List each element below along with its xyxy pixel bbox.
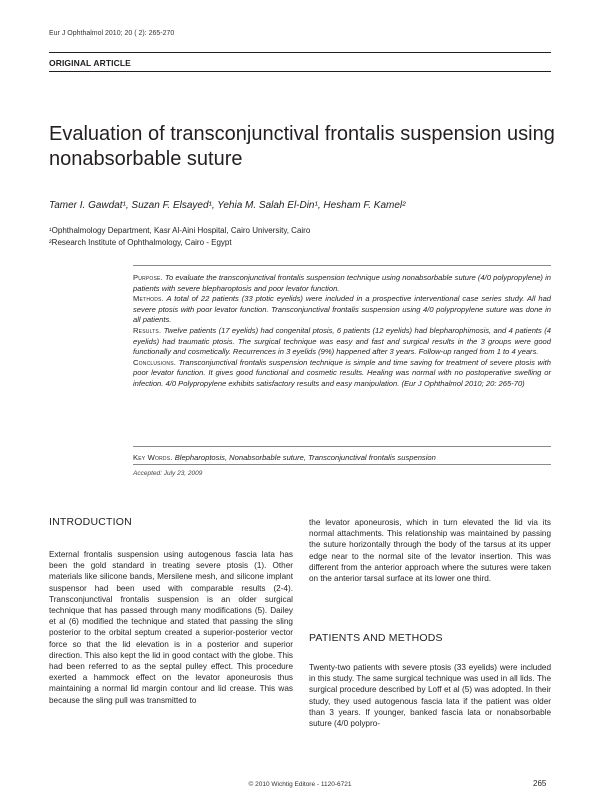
keywords-label: Key Words. (133, 453, 173, 462)
abstract-purpose (133, 273, 551, 294)
introduction-paragraph: External frontalis suspension using autogenous fascia lata has been the gold standard in treating severe ptosis (1). Other materials like silicone bands, Mersilene mesh, and silicone implant suspensor had been used with comparable results (2-4). Transconjunctival frontalis suspension is an older surgical technique that has passed through many modifications (5). Dailey et al (6) modified the technique and stated that passing the sling posterior to the orbital septum created a superior-posterior vector force so that the lid elevation is in a posterior and superior direction. This also kept the lid in good contact with the globe. This had been referred to as the septal pulley effect. This procedure exerted a hammock effect on the levator aponeurosis thus maintaining a normal lid margin contour and lid crease. This was because the sling pull was transmitted to (49, 550, 293, 705)
results-label: Results. (133, 325, 162, 335)
introduction-heading: INTRODUCTION (49, 516, 132, 528)
methods-label: Methods. (133, 294, 164, 304)
header-rule-top (49, 52, 551, 53)
section-label: ORIGINAL ARTICLE (49, 58, 131, 68)
introduction-body (49, 549, 293, 706)
methods-paragraph: Twenty-two patients with severe ptosis (33 eyelids) were included in this study. The same surgical technique was used in all lids. The surgical procedure described by Loff et al (5) was adopted. In their study, they used autogenous fascia lata if the patient was older than 3 years. If younger, banked fascia lata or nonabsorbable suture (4/0 polypro- (309, 663, 551, 729)
journal-reference: Eur J Ophthalmol 2010; 20 ( 2): 265-270 (49, 30, 175, 37)
methods-heading: PATIENTS AND METHODS (309, 632, 443, 644)
conclusions-text: Transconjunctival frontalis suspension technique is simple and time saving for treatment of severe ptosis with poor levator function. It gives good functional and cosmetic results. Healing was normal with no postoperative swelling or infection. 4/0 Polypropylene exhibits satisfactory results and easy manipulation. (Eur J Ophthalmol 2010; 20: 265-70) (133, 357, 551, 388)
methods-body (309, 662, 551, 729)
purpose-label: Purpose. (133, 273, 163, 282)
article-title: Evaluation of transconjunctival frontalis suspension using nonabsorbable suture (49, 123, 555, 170)
copyright-footer: © 2010 Wichtig Editore - 1120-6721 (248, 781, 352, 788)
results-text: Twelve patients (17 eyelids) had congenital ptosis, 6 patients (12 eyelids) had blepharophimosis, and 4 patients (4 eyelids) had traumatic ptosis. The surgical technique was easy and fast and surgical results in the 3 groups were good functionally and cosmetically. Recurrences in 3 eyelids (9%) happened after 3 years. Follow-up ranged from 1 to 4 years. (133, 325, 551, 357)
affiliation-1: ¹Ophthalmology Department, Kasr Al-Aini Hospital, Cairo University, Cairo (49, 226, 311, 235)
methods-text: A total of 22 patients (33 ptotic eyelids) were included in a prospective interventional case series study. All had severe ptosis with poor levator function. Transconjunctival frontalis suspension using 4/0 polypropylene suture was done in all patients. (133, 294, 552, 325)
author-list: Tamer I. Gawdat¹, Suzan F. Elsayed¹, Yehia M. Salah El-Din¹, Hesham F. Kamel² (49, 200, 406, 211)
abstract-rule-middle (133, 446, 551, 447)
header-rule-bottom (49, 71, 551, 72)
introduction-continued-paragraph: the levator aponeurosis, which in turn elevated the lid via its normal attachments. This relationship was maintained by passing the suture horizontally through the body of the tarsus at its upper edge near to the normal site of the levator insertion. This was different from the anterior approach where the sutures were taken on the anterior tarsal surface at its lower one third. (309, 518, 551, 584)
abstract-methods (133, 294, 551, 326)
abstract-conclusions (133, 358, 551, 390)
introduction-continued (309, 517, 551, 584)
abstract-results (133, 326, 551, 358)
conclusions-label: Conclusions. (133, 357, 177, 367)
page-number: 265 (533, 779, 547, 788)
affiliation-2: ²Research Institute of Ophthalmology, Cairo - Egypt (49, 238, 232, 247)
accepted-date: Accepted: July 23, 2009 (133, 470, 203, 477)
purpose-text: To evaluate the transconjunctival frontalis suspension technique using nonabsorbable suture (4/0 polypropylene) in patients with severe blepharoptosis and poor levator function. (133, 273, 551, 293)
keywords (133, 453, 551, 462)
keywords-text: Blepharoptosis, Nonabsorbable suture, Transconjunctival frontalis suspension (174, 453, 436, 462)
abstract (133, 273, 551, 390)
abstract-rule-top (133, 265, 551, 266)
abstract-rule-bottom (133, 464, 551, 465)
